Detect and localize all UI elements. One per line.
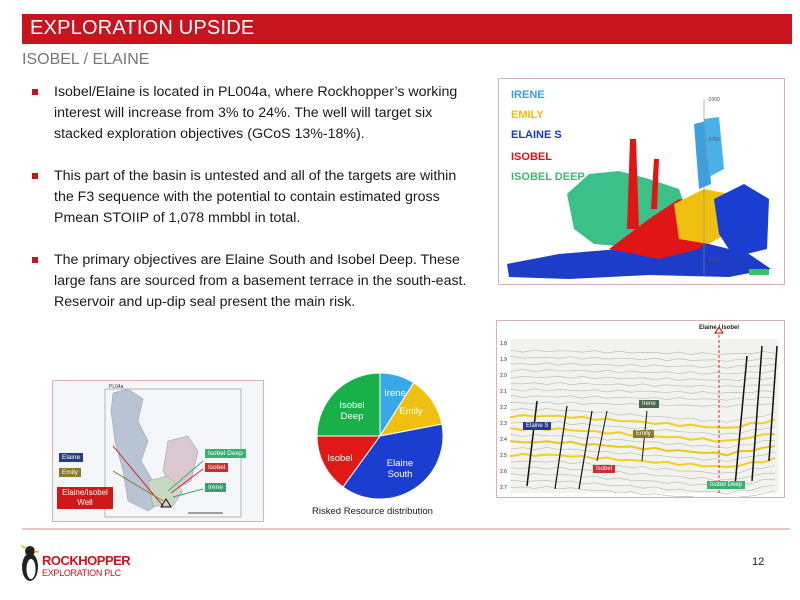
bullet-marker-icon xyxy=(32,89,38,95)
seismic-tick: 1.8 xyxy=(500,341,507,347)
model-legend-isobel-deep: ISOBEL DEEP xyxy=(511,171,585,183)
bullet-marker-icon xyxy=(32,257,38,263)
seismic-tick: 2.0 xyxy=(500,373,507,379)
seismic-tick: 2.4 xyxy=(500,437,507,443)
pie-label-irene: Irene xyxy=(384,388,406,399)
depth-tick: -2750 xyxy=(707,137,720,143)
model-legend-irene: IRENE xyxy=(511,89,545,101)
seismic-graphic xyxy=(497,321,784,497)
map-tag-emily: Emily xyxy=(59,468,81,477)
seismic-tag-emily: Emily xyxy=(633,430,654,438)
company-logo xyxy=(18,543,42,583)
seismic-section-figure xyxy=(496,320,785,498)
seismic-title: Elaine / Isobel xyxy=(699,325,740,331)
depth-tick: -3000 xyxy=(707,257,720,263)
model-legend-emily: EMILY xyxy=(511,109,544,121)
seismic-tick: 2.3 xyxy=(500,421,507,427)
map-tag-isobel-deep: Isobel Deep xyxy=(205,449,246,458)
depth-tick: -2000 xyxy=(707,97,720,103)
bullet-text: This part of the basin is untested and all of the targets are within the F3 sequence with the potential to contain estimated gross Pmean STOIIP of 1,078 mmbbl in total. xyxy=(54,168,457,226)
seismic-tag-isobel: Isobel xyxy=(593,465,615,473)
resource-pie-chart xyxy=(300,370,460,505)
penguin-logo-icon xyxy=(18,543,42,583)
company-subname: EXPLORATION PLC xyxy=(42,568,121,578)
map-well-label: Elaine/Isobel Well xyxy=(57,487,113,509)
bullet-item xyxy=(32,250,472,313)
page-subtitle: ISOBEL / ELAINE xyxy=(22,51,150,68)
3d-model-figure xyxy=(498,78,785,285)
pie-label-elaine-south: Elaine South xyxy=(386,458,414,480)
bullet-item xyxy=(32,166,472,229)
bullet-list xyxy=(32,82,472,334)
model-legend-elaine-s: ELAINE S xyxy=(511,129,562,141)
page-number: 12 xyxy=(752,556,765,568)
seismic-tick: 2.5 xyxy=(500,453,507,459)
map-block-label: PL04a xyxy=(109,384,124,390)
company-name: ROCKHOPPER xyxy=(42,553,131,568)
location-map-figure xyxy=(52,380,264,522)
map-tag-elaine: Elaine xyxy=(59,453,83,462)
company-wordmark xyxy=(42,553,130,578)
seismic-tag-isobel-deep: Isobel Deep xyxy=(707,481,745,489)
pie-label-isobel: Isobel xyxy=(327,453,353,464)
seismic-tag-irene: Irene xyxy=(639,400,659,408)
seismic-tick: 2.6 xyxy=(500,469,507,475)
seismic-tick: 2.1 xyxy=(500,389,507,395)
seismic-tag-elaine-s: Elaine S xyxy=(523,422,551,430)
bullet-text: The primary objectives are Elaine South and Isobel Deep. These large fans are sourced from a basement terrace in the south-east. Reservoir and up-dip seal present the main risk. xyxy=(54,252,467,310)
bullet-text: Isobel/Elaine is located in PL004a, where Rockhopper’s working interest will increase from 3% to 24%. The well will target six stacked exploration objectives (GCoS 13%-18%). xyxy=(54,84,458,142)
map-tag-isobel: Isobel xyxy=(205,463,228,472)
footer-divider xyxy=(22,528,790,530)
map-tag-irene: Irene xyxy=(205,483,226,492)
seismic-tick: 2.2 xyxy=(500,405,507,411)
pie-label-isobel-deep: Isobel Deep xyxy=(339,400,365,422)
seismic-tick: 2.7 xyxy=(500,485,507,491)
bullet-item xyxy=(32,82,472,145)
bullet-marker-icon xyxy=(32,173,38,179)
page-title: EXPLORATION UPSIDE xyxy=(30,17,255,39)
pie-chart-title: Risked Resource distribution xyxy=(312,506,433,517)
seismic-tick: 1.9 xyxy=(500,357,507,363)
pie-label-emily: Emily xyxy=(399,406,423,417)
title-bar xyxy=(22,14,792,44)
model-legend-isobel: ISOBEL xyxy=(511,151,552,163)
